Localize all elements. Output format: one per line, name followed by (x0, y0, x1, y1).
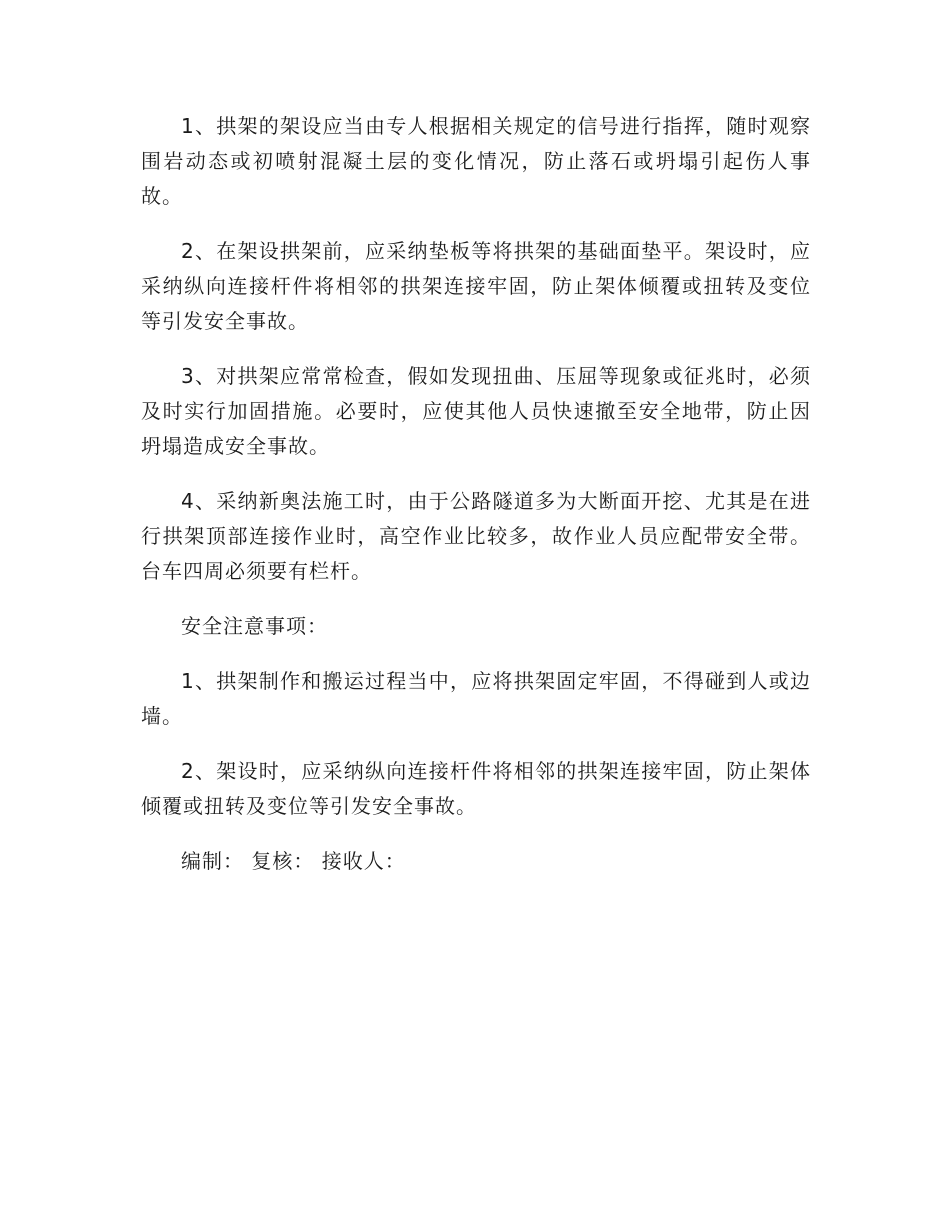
paragraph-1: 1、拱架的架设应当由专人根据相关规定的信号进行指挥，随时观察围岩动态或初喷射混凝土层的变化情况，防止落石或坍塌引起伤人事故。 (141, 114, 811, 208)
section-heading: 安全注意事项： (181, 614, 328, 638)
paragraph-3: 3、对拱架应常常检查，假如发现扭曲、压屈等现象或征兆时，必须及时实行加固措施。必要时，应使其他人员快速撤至安全地带，防止因坍塌造成安全事故。 (141, 364, 811, 458)
note-paragraph-1: 1、拱架制作和搬运过程当中，应将拱架固定牢固，不得碰到人或边墙。 (141, 669, 811, 728)
reviewer-label: 复核： (251, 849, 315, 873)
editor-label: 编制： (181, 849, 244, 873)
paragraph-4: 4、采纳新奥法施工时，由于公路隧道多为大断面开挖、尤其是在进行拱架顶部连接作业时，高空作业比较多，故作业人员应配带安全带。台车四周必须要有栏杆。 (141, 489, 811, 583)
signature-line (141, 844, 811, 879)
receiver-label: 接收人： (321, 849, 406, 873)
note-paragraph-2: 2、架设时，应采纳纵向连接杆件将相邻的拱架连接牢固，防止架体倾覆或扭转及变位等引发安全事故。 (141, 759, 811, 818)
paragraph-2: 2、在架设拱架前，应采纳垫板等将拱架的基础面垫平。架设时，应采纳纵向连接杆件将相邻的拱架连接牢固，防止架体倾覆或扭转及变位等引发安全事故。 (141, 239, 811, 333)
document-page (141, 109, 811, 879)
